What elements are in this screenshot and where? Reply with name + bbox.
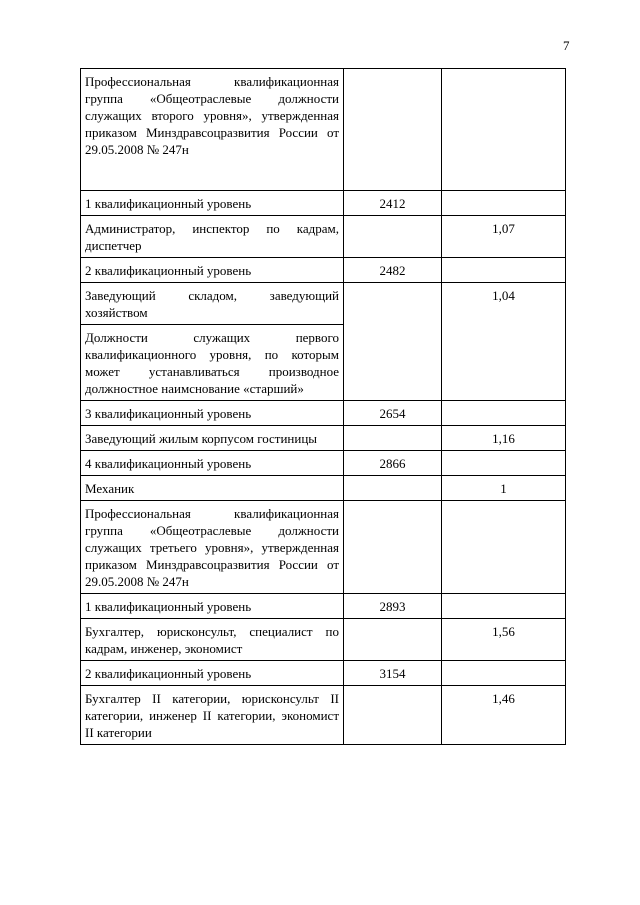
coefficient-cell	[442, 258, 566, 283]
coefficient-cell	[442, 594, 566, 619]
salary-cell: 2866	[344, 451, 442, 476]
coefficient-cell	[442, 451, 566, 476]
position-cell: Заведующий жилым корпусом гостиницы	[81, 426, 344, 451]
position-cell: Бухгалтер II категории, юрисконсульт II категории, инженер II категории, экономист II категории	[81, 686, 344, 745]
table-row	[81, 451, 566, 476]
salary-cell	[344, 501, 442, 594]
level-cell: 1 квалификационный уровень	[81, 594, 344, 619]
coefficient-cell	[442, 401, 566, 426]
salary-cell	[344, 476, 442, 501]
level-cell: 2 квалификационный уровень	[81, 258, 344, 283]
coefficient-cell: 1,56	[442, 619, 566, 661]
salary-cell	[344, 283, 442, 401]
level-cell: 2 квалификационный уровень	[81, 661, 344, 686]
level-cell: 3 квалификационный уровень	[81, 401, 344, 426]
position-cell: Бухгалтер, юрисконсульт, специалист по кадрам, инженер, экономист	[81, 619, 344, 661]
salary-table	[80, 68, 566, 745]
coefficient-cell	[442, 661, 566, 686]
salary-cell	[344, 426, 442, 451]
salary-cell: 2654	[344, 401, 442, 426]
salary-cell: 3154	[344, 661, 442, 686]
level-cell: 4 квалификационный уровень	[81, 451, 344, 476]
position-cell: Администратор, инспектор по кадрам, диспетчер	[81, 216, 344, 258]
table-row	[81, 619, 566, 661]
table-row	[81, 594, 566, 619]
salary-cell	[344, 619, 442, 661]
position-cell: Должности служащих первого квалификационного уровня, по которым может устанавливаться производное должностное наимснование «старший»	[81, 325, 344, 401]
salary-cell: 2893	[344, 594, 442, 619]
table-row	[81, 401, 566, 426]
table-row	[81, 191, 566, 216]
coefficient-cell: 1,07	[442, 216, 566, 258]
salary-cell	[344, 216, 442, 258]
table-row	[81, 501, 566, 594]
table-row	[81, 283, 566, 325]
coefficient-cell: 1,46	[442, 686, 566, 745]
table-row	[81, 476, 566, 501]
page-number: 7	[563, 38, 570, 53]
coefficient-cell	[442, 191, 566, 216]
coefficient-cell: 1,16	[442, 426, 566, 451]
salary-cell	[344, 69, 442, 191]
group-title-cell: Профессиональная квалификационная группа «Общеотраслевые должности служащих второго уровня», утвержденная приказом Минздравсоцразвития России от 29.05.2008 № 247н	[81, 69, 344, 191]
position-cell: Заведующий складом, заведующий хозяйством	[81, 283, 344, 325]
coefficient-cell	[442, 69, 566, 191]
table-row	[81, 661, 566, 686]
position-cell: Механик	[81, 476, 344, 501]
salary-cell	[344, 686, 442, 745]
coefficient-cell: 1,04	[442, 283, 566, 401]
table-row	[81, 426, 566, 451]
coefficient-cell: 1	[442, 476, 566, 501]
level-cell: 1 квалификационный уровень	[81, 191, 344, 216]
table-row	[81, 216, 566, 258]
table-row	[81, 686, 566, 745]
salary-cell: 2482	[344, 258, 442, 283]
table-row	[81, 69, 566, 191]
salary-cell: 2412	[344, 191, 442, 216]
group-title-cell: Профессиональная квалификационная группа «Общеотраслевые должности служащих третьего уровня», утвержденная приказом Минздравсоцразвития России от 29.05.2008 № 247н	[81, 501, 344, 594]
table-row	[81, 258, 566, 283]
coefficient-cell	[442, 501, 566, 594]
